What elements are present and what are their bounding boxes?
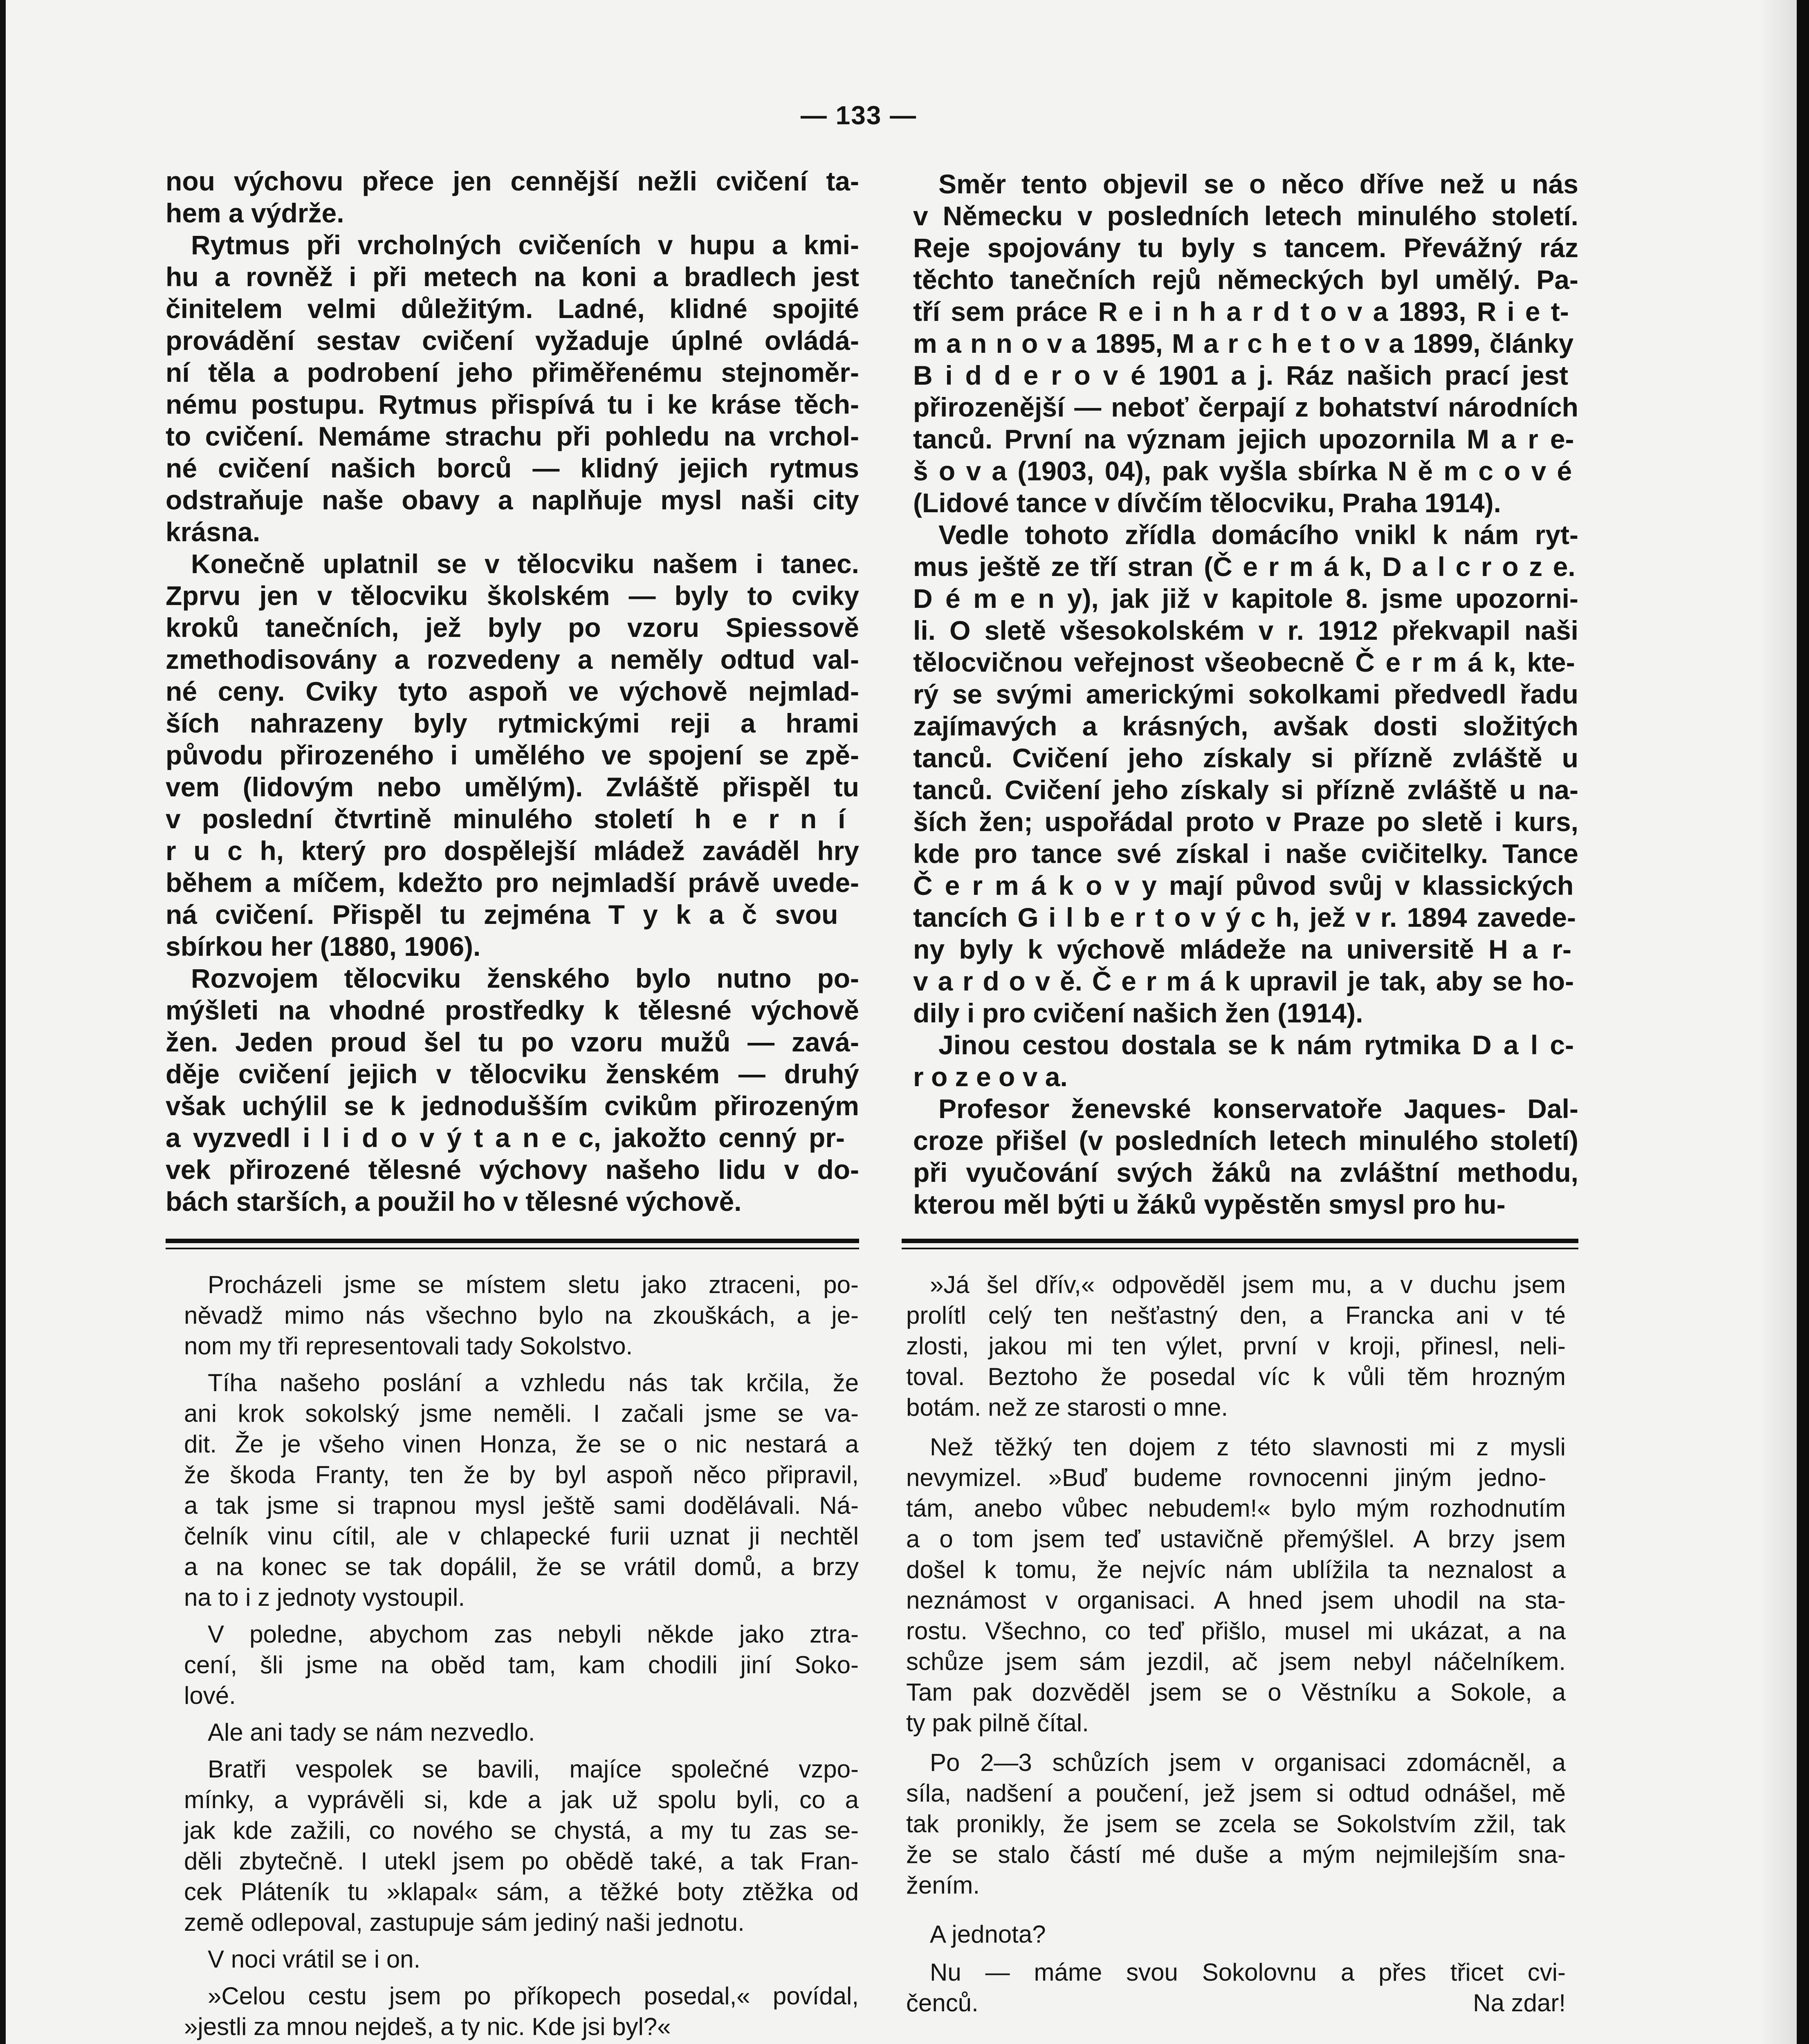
text-line-content: země odlepoval, zastupuje sám jediný naši jednotu. <box>184 1909 745 1936</box>
text-line-content: nevymizel. »Buď budeme rovnocenni jiným jedno- <box>906 1464 1546 1491</box>
paragraph <box>913 168 1578 519</box>
text-line-content: ní těla a podrobení jeho přiměřenému stejnoměr- <box>166 357 859 388</box>
text-line <box>906 1677 1566 1708</box>
text-line <box>913 1125 1578 1156</box>
paragraph <box>166 229 859 548</box>
text-line <box>166 580 859 612</box>
text-line-content: to cvičení. Nemáme strachu při pohledu na vrchol- <box>166 421 859 451</box>
text-line <box>184 1331 859 1361</box>
text-line <box>166 1186 859 1217</box>
text-line-content: Rozvojem tělocviku ženského bylo nutno po- <box>191 963 859 993</box>
text-line <box>913 168 1578 200</box>
text-line <box>906 1392 1566 1423</box>
text-line-content: nému postupu. Rytmus přispívá tu i ke kráse těch- <box>166 389 859 419</box>
text-line-content: nom my tři representovali tady Sokolstvo. <box>184 1332 633 1360</box>
story-column-left <box>184 1269 859 2042</box>
text-line-content: ny byly k výchově mládeže na universitě H a r- <box>913 934 1571 964</box>
text-line-content: nou výchovu přece jen cennější nežli cvičení ta- <box>166 166 859 196</box>
scan-shadow-right <box>1760 0 1797 2044</box>
text-line <box>184 1398 859 1429</box>
text-line-content: Nu — máme svou Sokolovnu a přes třicet cvi- <box>930 1959 1566 1986</box>
text-line <box>913 327 1578 359</box>
text-line <box>184 1717 859 1748</box>
text-line <box>184 1490 859 1521</box>
text-line-content: Rytmus při vrcholných cvičeních v hupu a kmi- <box>191 230 859 260</box>
text-line-content: žením. <box>906 1871 980 1899</box>
text-line <box>906 1809 1566 1839</box>
text-line <box>906 1870 1566 1901</box>
text-line-content: a o tom jsem teď ustavičně přemýšlel. A brzy jsem <box>906 1525 1566 1553</box>
text-line-content: Konečně uplatnil se v tělocviku našem i tanec. <box>191 549 859 579</box>
paragraph <box>166 962 859 1217</box>
text-line <box>906 1988 1566 2018</box>
text-line <box>906 1269 1566 1300</box>
text-line <box>913 551 1578 583</box>
text-line-content: čenců. <box>906 1989 979 2017</box>
paragraph <box>184 1754 859 1938</box>
text-line-content: V noci vrátil se i on. <box>208 1945 421 1973</box>
text-line <box>184 1876 859 1907</box>
closing-salutation: Na zdar! <box>1473 1989 1566 2017</box>
text-line-content: krásna. <box>166 517 260 547</box>
text-line <box>166 643 859 675</box>
text-line-content: »Já šel dřív,« odpověděl jsem mu, a v duchu jsem <box>930 1271 1566 1298</box>
text-line-content: a na konec se tak dopálil, že se vrátil domů, a brzy <box>184 1553 859 1580</box>
paragraph <box>184 1944 859 1975</box>
paragraph <box>913 1029 1578 1093</box>
text-line-content: ších nahrazeny byly rytmickými reji a hrami <box>166 708 859 738</box>
text-line <box>913 806 1578 838</box>
text-line-content: Vedle tohoto zřídla domácího vnikl k nám ryt- <box>938 520 1578 550</box>
text-line-content: tak pronikly, že jsem se zcela se Sokolstvím zžil, tak <box>906 1810 1566 1838</box>
text-line <box>906 1747 1566 1778</box>
text-line <box>913 838 1578 870</box>
text-line-content: Reje spojovány tu byly s tancem. Převážný ráz <box>913 233 1578 263</box>
text-line-content: přirozenější — neboť čerpají z bohatství národních <box>913 392 1578 422</box>
text-line <box>913 997 1578 1029</box>
text-line <box>166 867 859 899</box>
text-line <box>906 1432 1566 1462</box>
text-line-content: došel k tomu, že nejvíc nám ublížila ta neznalost a <box>906 1556 1566 1583</box>
text-line-content: hu a rovněž i při metech na koni a bradlech jest <box>166 262 859 292</box>
text-line <box>184 1981 859 2011</box>
text-line-content: kroků tanečních, jež byly po vzoru Spiessově <box>166 612 859 643</box>
text-line-content: neznámost v organisaci. A hned jsem uhodil na sta- <box>906 1587 1566 1614</box>
text-line <box>913 232 1578 264</box>
paragraph <box>913 1093 1578 1220</box>
text-line <box>906 1524 1566 1554</box>
text-line-content: »jestli za mnou nejdeš, a ty nic. Kde jsi byl?« <box>184 2013 671 2040</box>
text-line-content: zmethodisovány a rozvedeny a neměly odtud val- <box>166 644 859 675</box>
text-line-content: Jinou cestou dostala se k nám rytmika D a l c- <box>938 1030 1574 1060</box>
text-line-content: botám. než ze starosti o mne. <box>906 1394 1228 1421</box>
text-line-content: dily i pro cvičení našich žen (1914). <box>913 998 1363 1028</box>
text-line-content: vek přirozené tělesné výchovy našeho lidu v do- <box>166 1154 859 1185</box>
text-line-content: »Celou cestu jsem po příkopech posedal,« povídal, <box>208 1982 859 2010</box>
text-line <box>166 452 859 484</box>
text-line <box>906 1616 1566 1646</box>
text-line-content: v Německu v posledních letech minulého století. <box>913 201 1578 231</box>
text-line-content: toval. Beztoho že posedal víc k vůli těm hrozným <box>906 1363 1566 1390</box>
text-line-content: cek Pláteník tu »klapal« sám, a těžké boty ztěžka od <box>184 1878 859 1905</box>
section-divider-thick-left <box>166 1239 859 1243</box>
paragraph <box>906 1747 1566 1901</box>
text-line-content: při vyučování svých žáků na zvláštní methodu, <box>913 1157 1578 1188</box>
text-line <box>166 484 859 516</box>
text-line-content: Profesor ženevské konservatoře Jaques- Dal- <box>938 1094 1578 1124</box>
text-line-content: m a n n o v a 1895, M a r c h e t o v a 1899, články <box>913 328 1574 359</box>
text-line-content: jak kde zažili, co nového se chystá, a my tu zas se- <box>184 1817 859 1844</box>
text-line <box>906 1300 1566 1331</box>
text-line <box>184 1680 859 1711</box>
text-line <box>913 1156 1578 1188</box>
text-line-content: něvadž mimo nás všechno bylo na zkouškách, a je- <box>184 1302 859 1329</box>
text-line <box>166 612 859 643</box>
text-line-content: mus ještě ze tří stran (Č e r m á k, D a l c r o z e. <box>913 551 1576 582</box>
text-line <box>913 901 1578 933</box>
text-line-content: rostu. Všechno, co teď přišlo, musel mi ukázat, a na <box>906 1617 1566 1645</box>
text-line-content: Zprvu jen v tělocviku školském — byly to cviky <box>166 580 859 611</box>
text-line <box>184 1944 859 1975</box>
text-line-content: (Lidové tance v dívčím tělocviku, Praha 1914). <box>913 488 1501 518</box>
paragraph <box>184 1717 859 1748</box>
text-line-content: zajímavých a krásných, avšak dosti složitých <box>913 711 1578 741</box>
text-line <box>166 356 859 388</box>
paragraph <box>906 1919 1566 1950</box>
text-line <box>166 835 859 867</box>
text-line-content: čelník vinu cítil, ale v chlapecké furii uznat ji nechtěl <box>184 1522 859 1550</box>
section-divider-thick-right <box>902 1239 1578 1243</box>
text-line-content: tělocvičnou veřejnost všeobecně Č e r m á k, kte- <box>913 647 1575 677</box>
text-line <box>913 965 1578 997</box>
text-line <box>184 1269 859 1300</box>
text-line-content: š o v a (1903, 04), pak vyšla sbírka N ě m c o v é <box>913 456 1572 486</box>
text-line-content: D é m e n y), jak již v kapitole 8. jsme upozorni- <box>913 583 1578 614</box>
text-line <box>913 519 1578 551</box>
text-line-content: a vyzvedl i l i d o v ý t a n e c, jakožto cenný pr- <box>166 1123 845 1153</box>
text-line <box>166 388 859 420</box>
text-line-content: žen. Jeden proud šel tu po vzoru mužů — zavá- <box>166 1027 859 1057</box>
text-line-content: Směr tento objevil se o něco dříve než u nás <box>938 169 1578 199</box>
text-line <box>184 1429 859 1459</box>
text-line <box>906 1462 1566 1493</box>
text-line <box>913 583 1578 614</box>
text-line-content: a tak jsme si trapnou mysl ještě sami dodělávali. Ná- <box>184 1492 859 1519</box>
text-line-content: však uchýlil se k jednodušším cvikům přirozeným <box>166 1091 859 1121</box>
text-line <box>913 933 1578 965</box>
text-line <box>184 1582 859 1613</box>
text-line-content: činitelem velmi důležitým. Ladné, klidné spojité <box>166 294 859 324</box>
text-line-content: li. O sletě všesokolském v r. 1912 překvapil naši <box>913 615 1578 645</box>
text-line-content: ani krok sokolský jsme neměli. I začali jsme se va- <box>184 1400 859 1427</box>
text-line <box>166 197 859 229</box>
text-line <box>913 1093 1578 1125</box>
paragraph <box>906 1432 1566 1738</box>
text-line <box>184 1619 859 1650</box>
text-line <box>906 1585 1566 1616</box>
text-line-content: Po 2—3 schůzích jsem v organisaci zdomácněl, a <box>930 1749 1566 1776</box>
text-line <box>166 229 859 261</box>
text-line <box>913 1061 1578 1093</box>
text-line-content: B i d d e r o v é 1901 a j. Ráz našich prací jest <box>913 360 1569 390</box>
text-line-content: na to i z jednoty vystoupil. <box>184 1584 465 1611</box>
text-line-content: těchto tanečních rejů německých byl umělý. Pa- <box>913 264 1578 295</box>
text-line-content: ty pak pilně čítal. <box>906 1709 1089 1737</box>
article-column-left <box>166 165 859 1217</box>
text-line <box>166 420 859 452</box>
scan-edge-left <box>0 0 6 2044</box>
text-line <box>166 803 859 835</box>
text-line <box>184 1521 859 1551</box>
text-line-content: mýšleti na vhodné prostředky k tělesné výchově <box>166 995 859 1025</box>
text-line-content: ších žen; uspořádal proto v Praze po sletě i kurs, <box>913 807 1578 837</box>
paragraph <box>184 1367 859 1613</box>
text-line-content: že škoda Franty, ten že by byl aspoň něco připravil, <box>184 1461 859 1488</box>
text-line-content: Tíha našeho poslání a vzhledu nás tak krčila, že <box>208 1369 859 1396</box>
text-line <box>166 548 859 580</box>
text-line <box>184 1459 859 1490</box>
paragraph <box>184 1619 859 1711</box>
text-line-content: v poslední čtvrtině minulého století h e r n í <box>166 804 846 834</box>
text-line-content: tanců. První na význam jejich upozornila M a r e- <box>913 424 1574 454</box>
text-line-content: zlosti, jakou mi ten výlet, první v kroji, přinesl, neli- <box>906 1332 1566 1360</box>
text-line-content: hem a výdrže. <box>166 198 344 228</box>
text-line <box>906 1708 1566 1738</box>
text-line <box>166 1090 859 1122</box>
text-line-content: Tam pak dozvěděl jsem se o Věstníku a Sokole, a <box>906 1679 1566 1706</box>
text-line <box>913 423 1578 455</box>
text-line-content: r o z e o v a. <box>913 1062 1068 1092</box>
text-line-content: kde pro tance své získal i naše cvičitelky. Tance <box>913 838 1578 869</box>
text-line-content: tří sem práce R e i n h a r d t o v a 1893, R i e t- <box>913 296 1569 327</box>
text-line <box>184 1754 859 1784</box>
article-column-right <box>913 168 1578 1220</box>
text-line-content: né ceny. Cviky tyto aspoň ve výchově nejmlad- <box>166 676 859 706</box>
text-line <box>166 899 859 930</box>
section-divider-thin-right <box>902 1248 1578 1249</box>
text-line-content: r u c h, který pro dospělejší mládež zaváděl hry <box>166 836 859 866</box>
text-line <box>166 516 859 548</box>
text-line <box>913 646 1578 678</box>
text-line <box>913 678 1578 710</box>
text-line <box>166 1154 859 1186</box>
page-number: — 133 — <box>800 101 917 130</box>
text-line-content: mínky, a vyprávěli si, kde a jak už spolu byli, co a <box>184 1786 859 1813</box>
text-line <box>184 2011 859 2042</box>
text-line <box>906 1919 1566 1950</box>
text-line <box>906 1646 1566 1677</box>
text-line-content: bách starších, a použil ho v tělesné výchově. <box>166 1186 742 1217</box>
text-line-content: A jednota? <box>930 1921 1046 1948</box>
paragraph <box>913 519 1578 1029</box>
text-line-content: Než těžký ten dojem z této slavnosti mi z mysli <box>930 1433 1566 1461</box>
paragraph <box>184 1269 859 1361</box>
text-line-content: né cvičení našich borců — klidný jejich rytmus <box>166 453 859 483</box>
text-line <box>913 1029 1578 1061</box>
text-line-content: původu přirozeného i umělého ve spojení se zpě- <box>166 740 859 770</box>
text-line <box>184 1551 859 1582</box>
paragraph <box>166 548 859 962</box>
text-line <box>913 742 1578 774</box>
text-line-content: provádění sestav cvičení vyžaduje úplné ovládá- <box>166 325 859 356</box>
text-line <box>166 325 859 356</box>
text-line-content: sbírkou her (1880, 1906). <box>166 931 481 961</box>
text-line <box>166 1026 859 1058</box>
text-line-content: cení, šli jsme na oběd tam, kam chodili jiní Soko- <box>184 1651 859 1679</box>
text-line-content: že se stalo částí mé duše a mým nejmilejším sna- <box>906 1841 1566 1868</box>
paragraph <box>166 165 859 229</box>
text-line <box>166 675 859 707</box>
text-line-content: vem (lidovým nebo umělým). Zvláště přispěl tu <box>166 772 859 802</box>
text-line-content: Ale ani tady se nám nezvedlo. <box>208 1719 535 1746</box>
text-line-content: lové. <box>184 1682 236 1709</box>
text-line-content: děje cvičení jejich v tělocviku ženském — druhý <box>166 1059 859 1089</box>
text-line <box>184 1367 859 1398</box>
text-line <box>906 1331 1566 1361</box>
text-line <box>913 359 1578 391</box>
text-line <box>913 870 1578 901</box>
text-line <box>166 930 859 962</box>
text-line-content: síla, nadšení a poučení, jež jsem si odtud odnášel, mě <box>906 1780 1566 1807</box>
text-line-content: rý se svými americkými sokolkami předvedl řadu <box>913 679 1578 709</box>
text-line-content: tancích G i l b e r t o v ý c h, jež v r. 1894 zavede- <box>913 902 1576 932</box>
text-line-content: Č e r m á k o v y mají původ svůj v klassických <box>913 870 1574 901</box>
text-line <box>166 1058 859 1090</box>
text-line <box>906 1493 1566 1524</box>
text-line <box>166 1122 859 1154</box>
text-line <box>184 1815 859 1846</box>
text-line <box>913 487 1578 519</box>
text-line <box>166 261 859 293</box>
text-line <box>913 264 1578 296</box>
text-line <box>913 455 1578 487</box>
text-line <box>913 391 1578 423</box>
text-line-content: Bratři vespolek se bavili, majíce společné vzpo- <box>208 1755 859 1783</box>
text-line <box>166 962 859 994</box>
section-divider-thin-left <box>166 1248 859 1249</box>
story-column-right <box>906 1269 1566 2018</box>
paragraph <box>184 1981 859 2042</box>
text-line-content: prolítl celý ten nešťastný den, a Francka ani v té <box>906 1302 1566 1329</box>
text-line <box>913 774 1578 806</box>
text-line <box>913 614 1578 646</box>
text-line <box>184 1846 859 1876</box>
text-line-content: croze přišel (v posledních letech minulého století) <box>913 1125 1578 1156</box>
paragraph <box>906 1269 1566 1423</box>
text-line <box>184 1650 859 1680</box>
text-line-content: tanců. Cvičení jeho získaly si přízně zvláště u na- <box>913 775 1578 805</box>
paragraph <box>906 1957 1566 2018</box>
text-line <box>913 710 1578 742</box>
text-line <box>906 1839 1566 1870</box>
text-line-content: ná cvičení. Přispěl tu zejména T y k a č svou <box>166 899 838 930</box>
text-line-content: děli zbytečně. I utekl jsem po obědě také, a tak Fran- <box>184 1847 859 1875</box>
text-line <box>166 293 859 325</box>
text-line <box>906 1554 1566 1585</box>
text-line <box>184 1907 859 1938</box>
text-line <box>913 296 1578 327</box>
text-line <box>166 707 859 739</box>
text-line <box>166 771 859 803</box>
text-line-content: tám, anebo vůbec nebudem!« bylo mým rozhodnutím <box>906 1495 1566 1522</box>
text-line <box>166 165 859 197</box>
text-line <box>184 1784 859 1815</box>
text-line <box>906 1361 1566 1392</box>
text-line <box>913 1188 1578 1220</box>
text-line-content: kterou měl býti u žáků vypěstěn smysl pro hu- <box>913 1189 1506 1219</box>
text-line-content: V poledne, abychom zas nebyli někde jako ztra- <box>208 1620 859 1648</box>
text-line <box>184 1300 859 1331</box>
text-line-content: v a r d o v ě. Č e r m á k upravil je tak, aby se ho- <box>913 966 1574 996</box>
text-line <box>906 1778 1566 1809</box>
scan-edge-right <box>1797 0 1809 2044</box>
text-line-content: schůze jsem sám jezdil, ač jsem nebyl náčelníkem. <box>906 1648 1566 1675</box>
text-line-content: Procházeli jsme se místem sletu jako ztraceni, po- <box>208 1271 859 1298</box>
text-line-content: dit. Že je všeho vinen Honza, že se o nic nestará a <box>184 1430 859 1458</box>
text-line <box>166 739 859 771</box>
text-line <box>166 994 859 1026</box>
text-line-content: tanců. Cvičení jeho získaly si přízně zvláště u <box>913 743 1578 773</box>
text-line <box>913 200 1578 232</box>
text-line-content: odstraňuje naše obavy a naplňuje mysl naši city <box>166 485 859 515</box>
text-line <box>906 1957 1566 1988</box>
text-line-content: během a míčem, kdežto pro nejmladší právě uvede- <box>166 867 859 898</box>
